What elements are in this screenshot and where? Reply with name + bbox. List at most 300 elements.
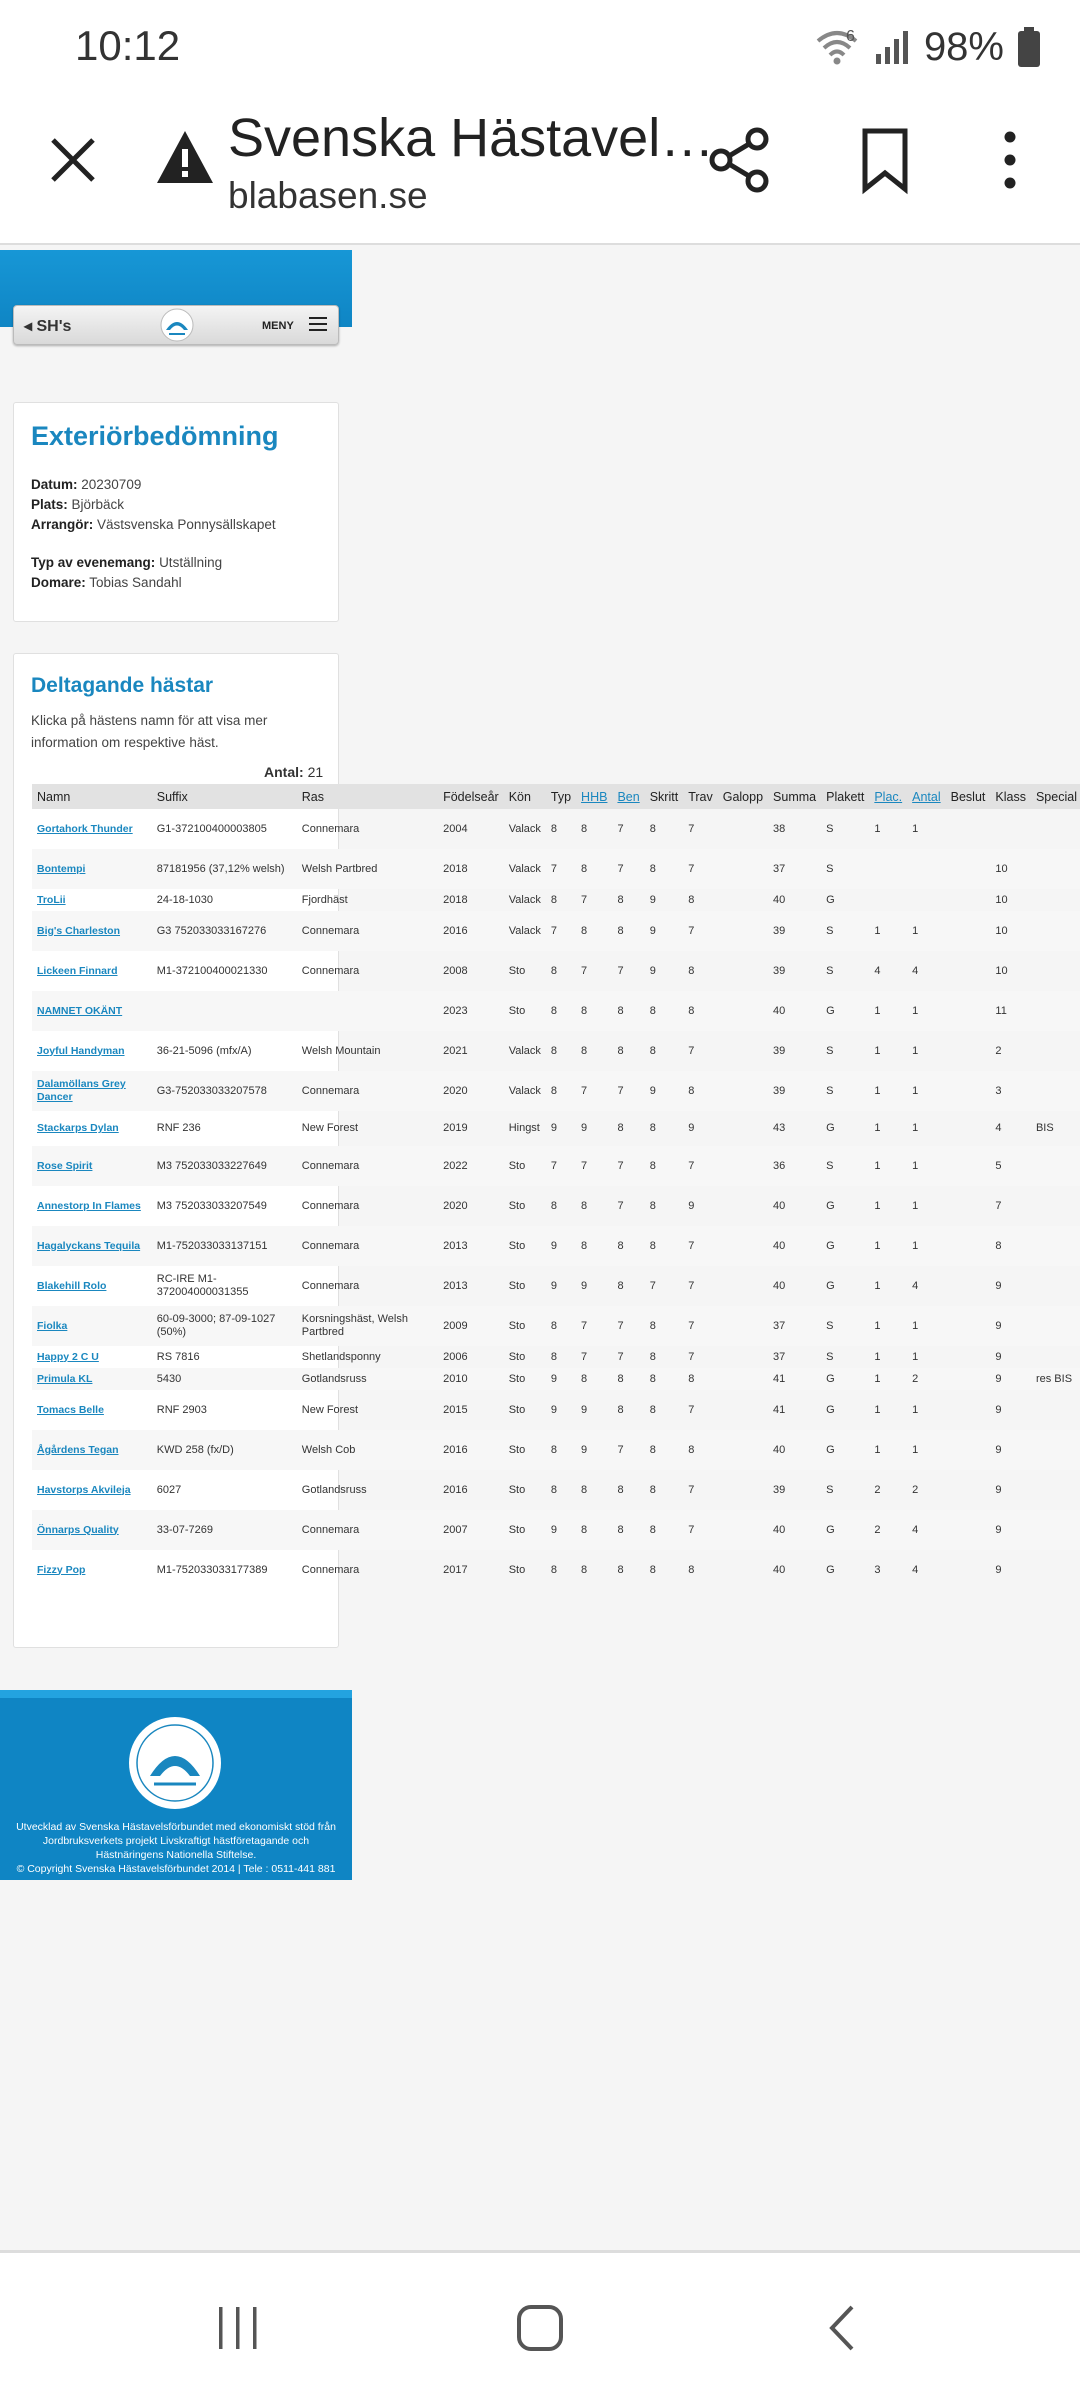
table-cell: 40	[773, 1199, 786, 1212]
table-cell: S	[826, 964, 834, 977]
table-cell	[718, 1346, 768, 1368]
table-cell: Valack	[508, 822, 541, 835]
table-cell: 1	[912, 1199, 919, 1212]
horse-name-link[interactable]: Gortahork Thunder	[37, 822, 133, 835]
table-cell	[1031, 1550, 1080, 1590]
table-cell: 39	[773, 1483, 786, 1496]
domare-label: Domare:	[31, 575, 86, 590]
table-cell: 7	[617, 822, 624, 835]
table-cell: 8	[617, 893, 624, 906]
table-cell	[946, 809, 991, 849]
arrangor-value: Västsvenska Ponnysällskapet	[97, 517, 276, 532]
footer-logo-icon	[128, 1716, 222, 1810]
table-cell: Connemara	[301, 1563, 360, 1576]
table-row	[32, 1031, 1080, 1071]
table-cell	[718, 1510, 768, 1550]
table-cell	[946, 1430, 991, 1470]
table-cell	[297, 991, 438, 1031]
table-cell: 9	[581, 1279, 588, 1292]
table-cell: 8	[581, 1483, 588, 1496]
table-cell: 9	[990, 1510, 1031, 1550]
table-cell: 1	[874, 1403, 881, 1416]
plats-value: Björbäck	[71, 497, 125, 512]
table-cell: 7	[995, 1199, 1002, 1212]
bookmark-icon[interactable]	[855, 125, 915, 195]
table-cell: 7	[688, 1403, 695, 1416]
table-cell: 1	[869, 1306, 907, 1346]
table-cell	[1031, 889, 1080, 911]
table-cell	[718, 1186, 768, 1226]
table-cell: S	[821, 1071, 869, 1111]
table-row	[32, 1550, 1080, 1590]
table-cell: 41	[773, 1403, 786, 1416]
table-cell: 8	[617, 1044, 624, 1057]
wifi-badge: 6	[845, 28, 855, 45]
horse-name-link[interactable]: Dalamöllans Grey Dancer	[32, 1071, 152, 1111]
footer-line-2: © Copyright Svenska Hästavelsförbundet 2014 | Tele : 0511-441 881	[16, 1863, 336, 1875]
table-cell: G	[826, 1563, 835, 1576]
table-cell: 38	[773, 822, 786, 835]
table-cell: 4	[874, 964, 881, 977]
table-cell: 8	[612, 1226, 644, 1266]
table-cell: 1	[912, 1122, 919, 1134]
table-cell: 2021	[443, 1044, 468, 1057]
table-cell: 8	[645, 1306, 683, 1346]
table-cell: 36-21-5096 (mfx/A)	[156, 1044, 252, 1057]
column-header: Summa	[768, 784, 821, 809]
table-cell: 40	[768, 1226, 821, 1266]
table-cell: Connemara	[301, 1279, 360, 1292]
horse-name-link[interactable]: NAMNET OKÄNT	[32, 991, 152, 1031]
table-cell: 8	[550, 822, 558, 835]
table-cell: 1	[874, 822, 881, 835]
typ-label: Typ av evenemang:	[31, 555, 156, 570]
signal-icon	[874, 30, 910, 64]
table-cell: 8	[612, 1510, 644, 1550]
table-cell: RNF 236	[156, 1122, 201, 1134]
table-cell: Sto	[504, 991, 546, 1031]
table-cell	[946, 1306, 991, 1346]
table-row	[32, 849, 1080, 889]
table-cell: S	[826, 1044, 834, 1057]
table-header-row	[32, 784, 1080, 809]
close-icon[interactable]	[38, 125, 108, 195]
table-cell: 7	[688, 822, 695, 835]
table-cell	[946, 1226, 991, 1266]
table-cell: S	[826, 1483, 834, 1496]
horse-name-link[interactable]: Havstorps Akvileja	[37, 1483, 131, 1496]
table-cell	[946, 1390, 991, 1430]
site-nav-bar	[13, 305, 339, 345]
table-row	[32, 1346, 1080, 1368]
table-cell: 1	[907, 1306, 946, 1346]
horse-name-link[interactable]: Rose Spirit	[32, 1146, 152, 1186]
table-cell: 7	[649, 1279, 656, 1292]
table-cell	[1031, 1510, 1080, 1550]
table-cell: G	[821, 991, 869, 1031]
participants-intro: Klicka på hästens namn för att visa mer information om respektive häst.	[31, 713, 268, 750]
table-cell: 9	[546, 1368, 576, 1390]
table-cell: 2006	[443, 1350, 468, 1363]
horse-name-link[interactable]: Ågårdens Tegan	[32, 1430, 152, 1470]
table-cell: 8	[649, 1403, 656, 1416]
table-row	[32, 809, 1080, 849]
event-heading: Exteriörbedömning	[31, 421, 279, 451]
column-header: Ras	[297, 784, 438, 809]
table-cell	[946, 1470, 991, 1510]
table-cell	[1031, 1346, 1080, 1368]
table-cell: 9	[550, 1122, 558, 1134]
table-cell: 40	[773, 1279, 786, 1292]
table-cell: 8	[612, 911, 644, 951]
table-cell: RS 7816	[156, 1350, 200, 1363]
table-cell: 7	[612, 1071, 644, 1111]
column-header: Kön	[504, 784, 546, 809]
table-cell: 1	[912, 1350, 919, 1363]
table-cell: 8	[649, 1563, 656, 1576]
table-cell: 10	[995, 964, 1008, 977]
footer-text	[10, 1820, 342, 1876]
table-cell: 8	[546, 1430, 576, 1470]
table-cell: 2017	[443, 1563, 468, 1576]
column-header: Klass	[990, 784, 1031, 809]
table-cell: M1-752033033177389	[156, 1563, 268, 1576]
table-cell: 8	[649, 822, 656, 835]
table-cell	[718, 1368, 768, 1390]
table-cell: 8	[550, 1350, 558, 1363]
table-cell: 2018	[443, 893, 468, 906]
back-link-label: SH's	[36, 318, 72, 335]
table-cell	[718, 1470, 768, 1510]
table-cell: Sto	[508, 964, 526, 977]
table-cell: 8	[612, 1368, 644, 1390]
table-cell	[1031, 1390, 1080, 1430]
table-cell: S	[821, 911, 869, 951]
horse-name-link[interactable]: Lickeen Finnard	[37, 964, 118, 977]
page-title[interactable]: Svenska Hästavel…	[228, 108, 715, 168]
table-cell: 8	[688, 893, 695, 906]
table-cell	[1031, 1306, 1080, 1346]
home-icon[interactable]	[515, 2303, 565, 2353]
table-cell: Valack	[508, 1044, 541, 1057]
table-cell: Sto	[508, 1279, 526, 1292]
table-cell: 10	[990, 911, 1031, 951]
table-cell: 7	[581, 893, 588, 906]
table-cell	[718, 809, 768, 849]
table-cell: Korsningshäst, Welsh Partbred	[297, 1306, 438, 1346]
page-domain[interactable]: blabasen.se	[228, 175, 428, 216]
horse-name-link[interactable]: Big's Charleston	[32, 911, 152, 951]
typ-value: Utställning	[159, 555, 223, 570]
table-cell: Shetlandsponny	[301, 1350, 381, 1363]
table-cell: 8	[617, 1279, 624, 1292]
table-cell: Gotlandsruss	[301, 1483, 367, 1496]
table-cell: M1-372100400021330	[156, 964, 268, 977]
table-cell: 8	[645, 991, 683, 1031]
table-cell: 2020	[438, 1071, 504, 1111]
horse-name-link[interactable]: Önnarps Quality	[32, 1510, 152, 1550]
table-cell: 9	[581, 1403, 588, 1416]
menu-label[interactable]: MENY	[262, 320, 294, 332]
table-cell: New Forest	[301, 1403, 359, 1416]
table-cell: Sto	[508, 1199, 526, 1212]
table-cell: G	[821, 1226, 869, 1266]
table-cell: 9	[645, 911, 683, 951]
horse-name-link[interactable]: Bontempi	[32, 849, 152, 889]
table-cell: 60-09-3000; 87-09-1027 (50%)	[152, 1306, 297, 1346]
table-cell: 7	[683, 911, 718, 951]
table-cell	[869, 849, 907, 889]
column-header: Suffix	[152, 784, 297, 809]
table-cell: 8	[688, 964, 695, 977]
table-cell: 1	[869, 1071, 907, 1111]
table-cell: 43	[773, 1122, 786, 1134]
table-cell: 10	[995, 893, 1008, 906]
table-cell: 40	[773, 893, 786, 906]
recent-apps-icon[interactable]	[213, 2303, 263, 2353]
table-cell: G	[826, 1403, 835, 1416]
horse-name-link[interactable]: Primula KL	[32, 1368, 152, 1390]
table-row	[32, 1390, 1080, 1430]
table-cell: 8	[649, 1044, 656, 1057]
wifi-icon	[814, 27, 860, 67]
table-cell: Connemara	[297, 1071, 438, 1111]
table-cell: 8	[581, 1199, 588, 1212]
table-cell: 7	[683, 1226, 718, 1266]
clock: 10:12	[75, 22, 181, 69]
table-cell	[718, 1146, 768, 1186]
table-cell: 9	[990, 1306, 1031, 1346]
table-cell: 1	[907, 991, 946, 1031]
table-cell	[946, 1550, 991, 1590]
table-cell: 8	[617, 1403, 624, 1416]
horse-name-link[interactable]: Hagalyckans Tequila	[32, 1226, 152, 1266]
table-cell: Sto	[508, 1563, 526, 1576]
horse-name-link[interactable]: Fiolka	[32, 1306, 152, 1346]
column-header[interactable]: Ben	[612, 784, 644, 809]
hamburger-icon[interactable]	[309, 316, 327, 332]
table-cell	[946, 1346, 991, 1368]
datum-label: Datum:	[31, 477, 78, 492]
horse-name-link[interactable]: TroLii	[37, 893, 66, 906]
table-cell: 7	[546, 911, 576, 951]
table-row	[32, 1470, 1080, 1510]
table-cell	[718, 1111, 768, 1146]
table-cell: 8	[617, 1122, 624, 1134]
table-cell: Valack	[504, 849, 546, 889]
table-row	[32, 889, 1080, 911]
table-cell	[907, 849, 946, 889]
column-header: Special	[1031, 784, 1080, 809]
table-cell: Valack	[504, 911, 546, 951]
column-header: Skritt	[645, 784, 683, 809]
table-cell	[1031, 991, 1080, 1031]
table-cell	[718, 911, 768, 951]
table-cell: 4	[995, 1122, 1002, 1134]
table-cell	[946, 889, 991, 911]
table-cell: 7	[683, 1146, 718, 1186]
table-cell	[1031, 911, 1080, 951]
share-icon[interactable]	[705, 125, 775, 195]
table-cell: 7	[683, 849, 718, 889]
table-cell: 8	[550, 964, 558, 977]
table-cell: 37	[768, 1306, 821, 1346]
table-cell: 8	[576, 849, 612, 889]
table-cell: 4	[912, 1563, 919, 1576]
table-cell: 2008	[443, 964, 468, 977]
table-row	[32, 1146, 1080, 1186]
table-cell: 4	[912, 964, 919, 977]
table-cell: 1	[907, 1071, 946, 1111]
table-cell	[946, 1146, 991, 1186]
table-cell: 8	[581, 822, 588, 835]
table-cell: 2015	[443, 1403, 468, 1416]
table-cell: 2016	[443, 1483, 468, 1496]
site-footer	[0, 1690, 352, 1880]
table-cell	[946, 911, 991, 951]
table-cell: S	[826, 1350, 834, 1363]
logo-icon[interactable]	[160, 308, 194, 342]
horse-name-link[interactable]: Annestorp In Flames	[37, 1199, 141, 1212]
table-cell: 11	[990, 991, 1031, 1031]
table-cell	[718, 1430, 768, 1470]
table-row	[32, 1186, 1080, 1226]
horse-name-link[interactable]: Blakehill Rolo	[37, 1279, 107, 1292]
table-row	[32, 1368, 1080, 1390]
table-cell: 9	[995, 1279, 1002, 1292]
table-cell: 9	[546, 1226, 576, 1266]
table-cell: 9	[581, 1122, 588, 1134]
column-header: Galopp	[718, 784, 768, 809]
table-cell: 7	[576, 1146, 612, 1186]
table-cell	[718, 951, 768, 991]
horse-name-link[interactable]: Tomacs Belle	[37, 1403, 104, 1416]
horse-name-link[interactable]: Stackarps Dylan	[37, 1122, 119, 1134]
table-cell: 8	[683, 1368, 718, 1390]
table-cell: Valack	[508, 893, 541, 906]
event-details	[31, 475, 276, 593]
table-cell: Welsh Mountain	[301, 1044, 381, 1057]
table-cell	[1031, 951, 1080, 991]
table-cell: Sto	[504, 1510, 546, 1550]
column-header[interactable]: Plac.	[869, 784, 907, 809]
table-cell: 7	[576, 1071, 612, 1111]
table-cell: 8	[550, 1044, 558, 1057]
table-cell: 2013	[443, 1279, 468, 1292]
more-options-icon[interactable]	[990, 125, 1030, 195]
table-cell: 1	[869, 1226, 907, 1266]
table-cell: 8	[688, 1563, 695, 1576]
table-cell: S	[821, 1146, 869, 1186]
table-cell: G	[821, 1510, 869, 1550]
table-cell: 7	[617, 1350, 624, 1363]
table-cell	[718, 1031, 768, 1071]
table-cell: S	[821, 849, 869, 889]
table-cell	[946, 1186, 991, 1226]
web-page[interactable]	[0, 245, 1080, 2250]
table-cell: Fjordhäst	[301, 893, 348, 906]
table-cell: 7	[617, 964, 624, 977]
horse-name-link[interactable]: Fizzy Pop	[37, 1563, 86, 1576]
column-header[interactable]: Antal	[907, 784, 946, 809]
table-cell: G1-372100400003805	[156, 822, 267, 835]
warning-icon[interactable]	[155, 129, 215, 185]
table-cell: 7	[688, 1279, 695, 1292]
table-cell: M3 752033033227649	[152, 1146, 297, 1186]
table-cell: 40	[773, 1563, 786, 1576]
table-cell: 9	[550, 1279, 558, 1292]
table-cell: Sto	[508, 1403, 526, 1416]
table-cell: 2016	[438, 911, 504, 951]
battery-percent: 98%	[923, 24, 1004, 69]
table-cell: 8	[546, 1071, 576, 1111]
column-header: Typ	[546, 784, 576, 809]
table-cell: 9	[995, 1483, 1002, 1496]
table-cell	[718, 1226, 768, 1266]
table-cell	[1031, 1146, 1080, 1186]
table-cell: 2020	[443, 1199, 468, 1212]
back-link[interactable]: ◂ SH's	[24, 318, 72, 335]
table-cell: 1	[912, 1044, 919, 1057]
table-cell: 8	[617, 1483, 624, 1496]
table-cell: G	[826, 893, 835, 906]
table-cell: Welsh Cob	[297, 1430, 438, 1470]
table-cell: 1	[874, 1279, 881, 1292]
table-cell	[718, 1266, 768, 1306]
back-icon[interactable]	[818, 2303, 868, 2353]
table-cell: Sto	[504, 1368, 546, 1390]
table-cell	[152, 991, 297, 1031]
table-cell: 2022	[438, 1146, 504, 1186]
table-cell: 1	[907, 1146, 946, 1186]
table-cell	[907, 889, 946, 911]
table-cell: 8	[990, 1226, 1031, 1266]
table-cell: 7	[576, 1306, 612, 1346]
table-cell	[1031, 849, 1080, 889]
table-cell	[718, 1071, 768, 1111]
table-cell: Connemara	[301, 1199, 360, 1212]
antal-label: Antal:	[264, 764, 304, 780]
table-cell: 8	[683, 991, 718, 1031]
table-cell: 8	[612, 991, 644, 1031]
table-cell: 9	[990, 1368, 1031, 1390]
table-cell: 1	[869, 1368, 907, 1390]
table-cell: Welsh Partbred	[297, 849, 438, 889]
table-cell: res BIS	[1031, 1368, 1080, 1390]
browser-toolbar	[0, 95, 1080, 245]
table-cell: 7	[612, 849, 644, 889]
table-cell: 7	[612, 1146, 644, 1186]
column-header: Plakett	[821, 784, 869, 809]
horse-name-link[interactable]: Joyful Handyman	[37, 1044, 125, 1057]
table-cell: 7	[617, 1199, 624, 1212]
table-cell: G	[826, 1199, 835, 1212]
table-cell	[946, 991, 991, 1031]
table-cell	[718, 1390, 768, 1430]
table-cell: 39	[768, 1071, 821, 1111]
table-cell: 8	[649, 1350, 656, 1363]
table-cell: 4	[907, 1510, 946, 1550]
table-cell	[1031, 1031, 1080, 1071]
column-header[interactable]: HHB	[576, 784, 612, 809]
table-row	[32, 991, 1080, 1031]
table-cell	[946, 849, 991, 889]
table-cell: 24-18-1030	[156, 893, 214, 906]
table-cell: 39	[773, 964, 786, 977]
horse-name-link[interactable]: Happy 2 C U	[37, 1350, 99, 1363]
column-header: Födelseår	[438, 784, 504, 809]
table-cell	[946, 1031, 991, 1071]
